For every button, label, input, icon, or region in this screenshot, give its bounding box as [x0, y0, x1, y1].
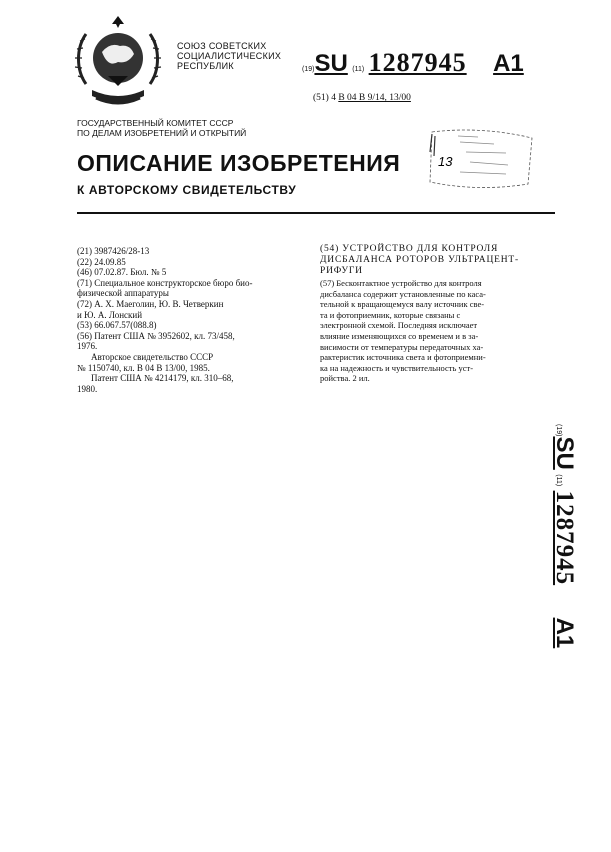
country-code-label: (19): [302, 66, 315, 73]
committee: [77, 118, 246, 138]
bib-line: Патент США № 4214179, кл. 310–68,: [91, 373, 234, 384]
ipc-code: B 04 B 9/14, 13/00: [338, 93, 411, 103]
patent-number: 1287945: [368, 48, 467, 77]
patent-id: [302, 48, 524, 78]
bib-line: (46) 07.02.87. Бюл. № 5: [77, 267, 167, 278]
abstract-line: влияние изменяющихся со временем и в за-: [320, 330, 479, 341]
state-name: [177, 41, 281, 71]
state-name-line: СОЮЗ СОВЕТСКИХ: [177, 41, 267, 51]
country-code: SU: [314, 50, 348, 77]
invention-title: [320, 244, 552, 277]
bib-line: Авторское свидетельство СССР: [91, 351, 214, 362]
bib-line: 1980.: [77, 383, 98, 394]
stamp-number: 13: [438, 154, 453, 169]
abstract-line: ка на надежность и чувствительность уст-: [320, 362, 474, 373]
side-country-code: SU: [551, 436, 578, 470]
abstract-line: висимости от температуры передаточных ха-: [320, 341, 484, 352]
abstract-line: (57) Бесконтактное устройство для контроля: [320, 278, 482, 288]
bib-line: физической аппаратуры: [77, 288, 169, 299]
state-name-line: СОЦИАЛИСТИЧЕСКИХ: [177, 51, 282, 61]
abstract-line: ройства. 2 ил.: [320, 373, 370, 384]
document-subtitle: К АВТОРСКОМУ СВИДЕТЕЛЬСТВУ: [77, 183, 297, 197]
bib-line: 1976.: [77, 341, 98, 352]
abstract-text: [320, 278, 552, 384]
title-rule: [77, 212, 555, 214]
invention-title-line: РИФУГИ: [320, 266, 363, 276]
abstract-line: рактеристик источника света и фотоприемни-: [320, 352, 486, 363]
ipc-classification: [313, 93, 411, 103]
invention-title-line: ДИСБАЛАНСА РОТОРОВ УЛЬТРАЦЕНТ-: [320, 255, 519, 265]
side-patent-id: [548, 424, 578, 674]
state-name-line: РЕСПУБЛИК: [177, 61, 234, 71]
document-title: ОПИСАНИЕ ИЗОБРЕТЕНИЯ: [77, 150, 401, 176]
side-patent-number: 1287945: [551, 490, 578, 586]
abstract-line: тельной к вращающемуся валу источник све-: [320, 299, 485, 310]
bib-line: (56) Патент США № 3952602, кл. 73/458,: [77, 330, 235, 341]
side-country-label: (19): [555, 424, 562, 437]
ussr-emblem: [72, 14, 164, 110]
bib-line: (21) 3987426/28-13: [77, 246, 150, 256]
library-stamp: [420, 122, 540, 194]
side-kind-code: A1: [551, 617, 578, 649]
abstract-line: та и фотоприемник, которые связаны с: [320, 309, 461, 320]
bibliographic-data: [77, 246, 295, 394]
abstract-line: электронной схемой. Последняя исключает: [320, 320, 478, 331]
invention-title-line: (54) УСТРОЙСТВО ДЛЯ КОНТРОЛЯ: [320, 244, 499, 254]
bib-line: (53) 66.067.57(088.8): [77, 320, 157, 331]
bib-line: № 1150740, кл. B 04 B 13/00, 1985.: [77, 362, 210, 373]
committee-line: ПО ДЕЛАМ ИЗОБРЕТЕНИЙ И ОТКРЫТИЙ: [77, 128, 247, 138]
bib-line: (72) А. Х. Маеголин, Ю. В. Четверкин: [77, 298, 224, 309]
committee-line: ГОСУДАРСТВЕННЫЙ КОМИТЕТ СССР: [77, 118, 234, 128]
abstract-line: дисбаланса содержит установленные по каса-: [320, 288, 486, 299]
kind-code: A1: [493, 50, 524, 77]
bib-line: (22) 24.09.85: [77, 256, 126, 267]
number-label: (11): [352, 66, 365, 73]
bib-line: и Ю. А. Лонский: [77, 309, 143, 320]
bib-line: (71) Специальное конструкторское бюро био-: [77, 277, 253, 288]
ipc-label: (51) 4: [313, 93, 336, 103]
side-number-label: (11): [555, 474, 562, 487]
